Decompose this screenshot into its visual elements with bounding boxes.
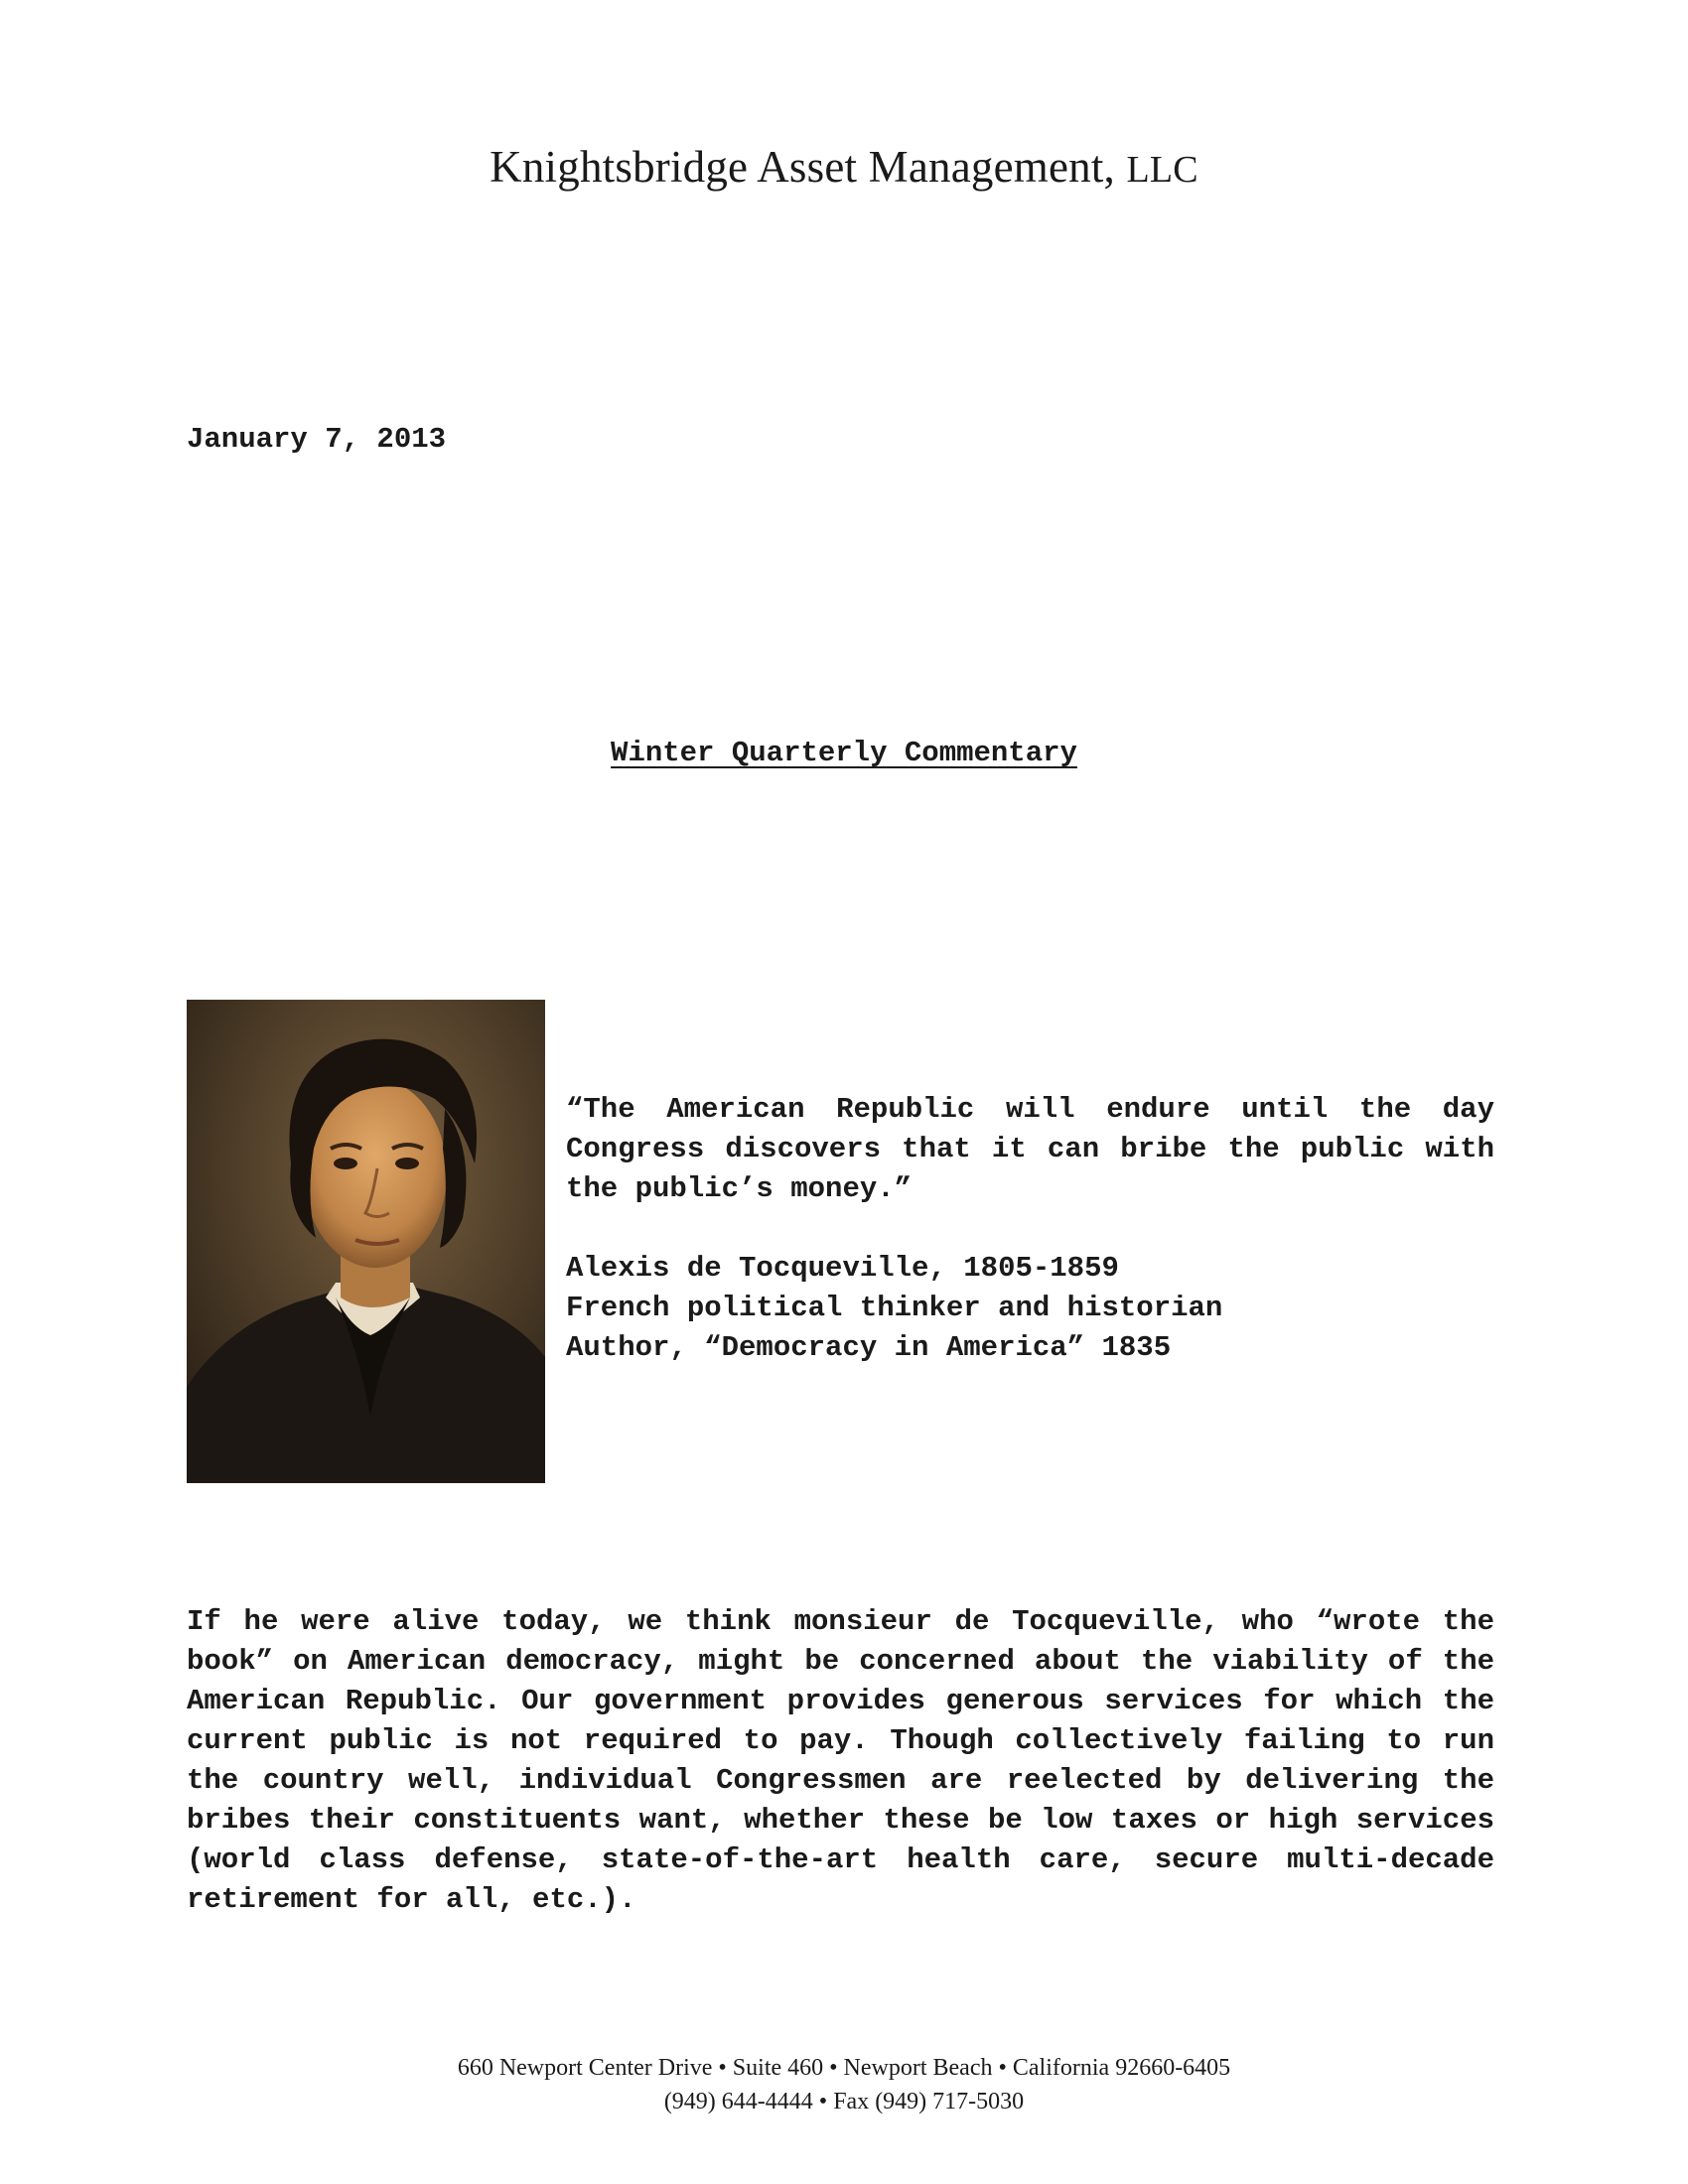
attribution-line: French political thinker and historian	[566, 1292, 1223, 1324]
letterhead	[0, 141, 1688, 193]
attribution-line: Alexis de Tocqueville, 1805-1859	[566, 1252, 1119, 1285]
tocqueville-quote: “The American Republic will endure until the day Congress discovers that it can bribe the public with the public’s money.”	[566, 1093, 1494, 1205]
company-name: Knightsbridge Asset Management,	[490, 142, 1116, 192]
letter-date: January 7, 2013	[187, 423, 447, 456]
footer	[0, 2051, 1688, 2118]
body-paragraph: If he were alive today, we think monsieur de Tocqueville, who “wrote the book” on American democracy, might be concerned about the viability of the American Republic. Our government provides generous services for which the current public is not required to pay. Though collectively failing to run the country well, individual Congressmen are reelected by delivering the bribes their constituents want, whether these be low taxes or high services (world class defense, state-of-the-art health care, secure multi-decade retirement for all, etc.).	[187, 1605, 1494, 1916]
company-suffix: LLC	[1126, 149, 1198, 191]
portrait-image	[187, 1000, 545, 1483]
footer-address: 660 Newport Center Drive • Suite 460 • Newport Beach • California 92660-6405	[457, 2055, 1231, 2081]
quote-block	[566, 1090, 1494, 1368]
attribution-line: Author, “Democracy in America” 1835	[566, 1331, 1172, 1364]
commentary-heading-text: Winter Quarterly Commentary	[611, 737, 1077, 769]
commentary-heading	[0, 737, 1688, 769]
portrait-illustration	[187, 1000, 545, 1483]
footer-phone: (949) 644-4444 • Fax (949) 717-5030	[663, 2089, 1025, 2115]
quote-attribution	[566, 1249, 1494, 1368]
